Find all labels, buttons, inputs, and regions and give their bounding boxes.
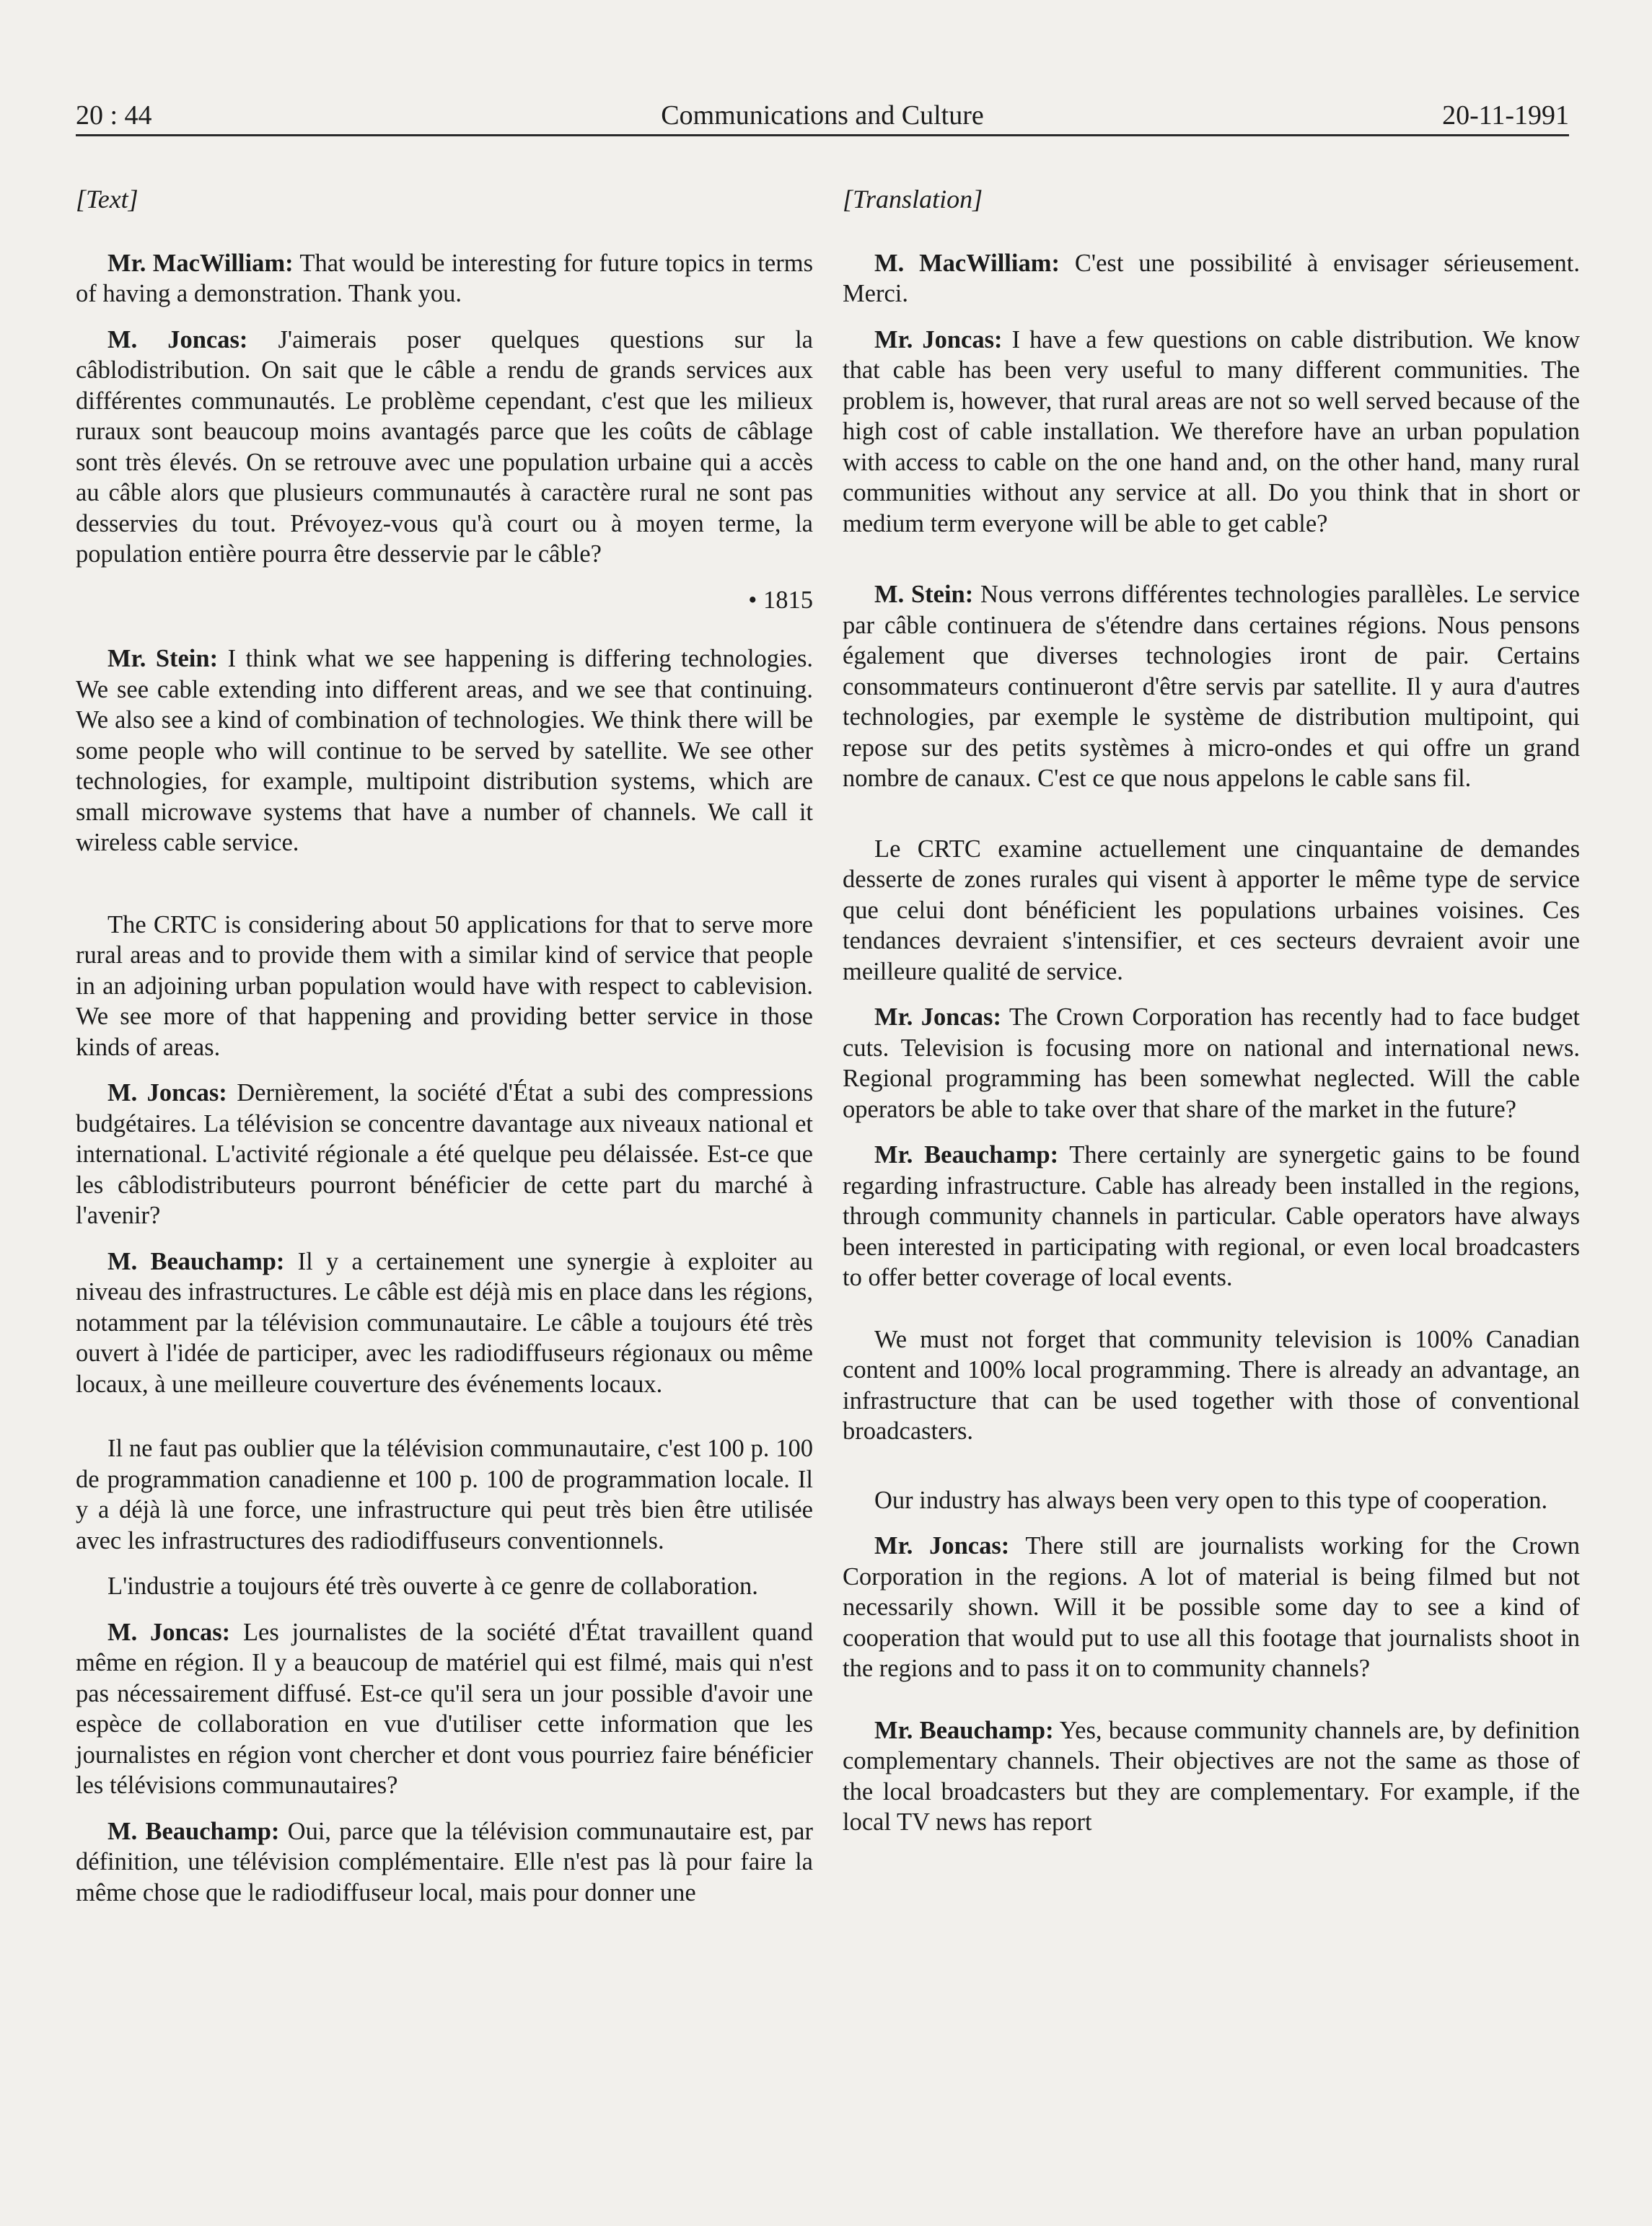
speech-text: Les journalistes de la société d'État travaillent quand même en région. Il y a beaucoup de matériel qui est filmé, mais qui n'est pas nécessairement diffusé. Est-ce qu'il sera un jour possible d'avoir une espèce de collaboration en vue d'utiliser cette information que les journalistes en région vont chercher et dont vous pourriez faire bénéficier les télévisions communautaires?: [76, 1618, 813, 1799]
running-title: Communications and Culture: [661, 100, 984, 131]
paragraph: Le CRTC examine actuellement une cinquantaine de demandes desserte de zones rurales qui visent à apporter le même type de service que celui dont bénéficient les populations urbaines voisines. Ces tendances devraient s'intensifier, et ces secteurs devraient avoir une meilleure qualité de service.: [843, 835, 1580, 985]
page-number: 20 : 44: [76, 100, 152, 131]
text-tag: [Text]: [76, 185, 139, 214]
speaker-name: M. Joncas:: [107, 1618, 231, 1646]
speech-text: I think what we see happening is differing technologies. We see cable extending into different areas, and we see that continuing. We also see a kind of combination of technologies. We think there will be some people who will continue to be served by satellite. We see other technologies, for example, multipoint distribution systems, which are small microwave systems that have a number of channels. We call it wireless cable service.: [76, 645, 813, 856]
paragraph: [843, 248, 1580, 309]
translation-tag: [Translation]: [843, 185, 983, 214]
paragraph: [76, 325, 813, 570]
speech-text: There certainly are synergetic gains to be found regarding infrastructure. Cable has already been installed in the regions, through community channels in particular. Cable operators have always been interested in participating with regional, or even local broadcasters to offer better coverage of local events.: [843, 1141, 1580, 1291]
paragraph: [843, 325, 1580, 540]
paragraph: L'industrie a toujours été très ouverte à ce genre de collaboration.: [107, 1572, 758, 1600]
speech-text: The Crown Corporation has recently had to face budget cuts. Television is focusing more on national and international news. Regional programming has been somewhat neglected. Will the cable operators be able to take over that share of the market in the future?: [843, 1003, 1580, 1123]
paragraph: The CRTC is considering about 50 applications for that to serve more rural areas and to provide them with a similar kind of service that people in an adjoining urban population would have with respect to cablevision. We see more of that happening and providing better service in those kinds of areas.: [76, 910, 813, 1061]
paragraph: [843, 1002, 1580, 1125]
paragraph: [76, 643, 813, 858]
paragraph: [76, 1246, 813, 1400]
paragraph: [76, 248, 813, 309]
paragraph: Our industry has always been very open to this type of cooperation.: [874, 1486, 1548, 1514]
speaker-name: M. Beauchamp:: [107, 1817, 280, 1845]
paragraph: Il ne faut pas oublier que la télévision communautaire, c'est 100 p. 100 de programmation canadienne et 100 p. 100 de programmation locale. Il y a déjà là une force, une infrastructure qui peut très bien être utilisée avec les infrastructures des radiodiffuseurs conventionnels.: [76, 1435, 813, 1554]
paragraph: [76, 1816, 813, 1909]
speech-text: Nous verrons différentes technologies parallèles. Le service par câble continuera de s'étendre dans certaines régions. Nous pensons également que diverses technologies iront de pair. Certains consommateurs continueront d'être servis par satellite. Il y aura d'autres technologies, par exemple le système de distribution multipoint, qui repose sur des petits systèmes à micro-ondes et qui offre un grand nombre de canaux. C'est ce que nous appelons le cable sans fil.: [843, 581, 1580, 792]
speaker-name: M. Beauchamp:: [107, 1247, 285, 1275]
paragraph: [843, 579, 1580, 794]
paragraph: We must not forget that community television is 100% Canadian content and 100% local programming. There is already an advantage, an infrastructure that can be used together with those of conventional broadcasters.: [843, 1325, 1580, 1445]
left-column-text: [76, 184, 813, 1923]
speaker-name: Mr. Stein:: [107, 645, 219, 672]
speech-text: Il y a certainement une synergie à exploiter au niveau des infrastructures. Le câble est déjà mis en place dans les régions, notamment par la télévision communautaire. Le câble a toujours été très ouvert à l'idée de participer, avec les radiodiffuseurs régionaux ou même locaux, à une meilleure couverture des événements locaux.: [76, 1247, 813, 1398]
paragraph: [843, 1531, 1580, 1684]
speaker-name: M. Stein:: [874, 581, 974, 608]
right-column-translation: [843, 184, 1580, 1853]
speech-text: C'est une possibilité à envisager sérieusement. Merci.: [843, 249, 1580, 307]
header-date: 20-11-1991: [1442, 100, 1569, 131]
speech-text: There still are journalists working for the Crown Corporation in the regions. A lot of material is being filmed but not necessarily shown. Will it be possible some day to see a kind of cooperation that would put to use all this footage that journalists shoot in the regions and to pass it on to community channels?: [843, 1532, 1580, 1682]
speaker-name: Mr. Beauchamp:: [874, 1141, 1059, 1169]
speech-text: Yes, because community channels are, by definition complementary channels. Their objectives are not the same as those of the local broadcasters but they are complementary. For example, if the local TV news has report: [843, 1716, 1580, 1836]
page-header: [76, 92, 1569, 136]
speech-text: I have a few questions on cable distribution. We know that cable has been very useful to many different communities. The problem is, however, that rural areas are not so well served because of the high cost of cable installation. We therefore have an urban population with access to cable on the one hand and, on the other hand, many rural communities without any service at all. Do you think that in short or medium term everyone will be able to get cable?: [843, 325, 1581, 537]
speaker-name: Mr. Joncas:: [874, 1003, 1001, 1031]
speaker-name: M. MacWilliam:: [874, 249, 1060, 277]
speaker-name: Mr. Joncas:: [874, 1532, 1010, 1559]
paragraph: [76, 1078, 813, 1231]
time-stamp: • 1815: [748, 586, 813, 614]
speech-text: Oui, parce que la télévision communautaire est, par définition, une télévision complémentaire. Elle n'est pas là pour faire la même chose que le radiodiffuseur local, mais pour donner une: [76, 1817, 813, 1906]
speech-text: That would be interesting for future topics in terms of having a demonstration. Thank you.: [76, 249, 813, 307]
speech-text: J'aimerais poser quelques questions sur la câblodistribution. On sait que le câble a rendu de grands services aux différentes communautés. Le problème cependant, c'est que les milieux ruraux sont beaucoup moins avantagés parce que les coûts de câblage sont très élevés. On se retrouve avec une population urbaine qui a accès au câble alors que plusieurs communautés à caractère rural ne sont pas desservies du tout. Prévoyez-vous qu'à court ou à moyen terme, la population entière pourra être desservie par le câble?: [76, 325, 813, 568]
speaker-name: Mr. MacWilliam:: [107, 249, 294, 277]
speaker-name: Mr. Beauchamp:: [874, 1716, 1054, 1744]
speaker-name: M. Joncas:: [107, 1079, 227, 1107]
speaker-name: M. Joncas:: [107, 325, 248, 353]
paragraph: [843, 1715, 1580, 1838]
speech-text: Dernièrement, la société d'État a subi des compressions budgétaires. La télévision se concentre davantage aux niveaux national et international. L'activité régionale a été quelque peu délaissée. Est-ce que les câblodistributeurs pourront bénéficier de cette part du marché à l'avenir?: [76, 1079, 814, 1229]
paragraph: [843, 1140, 1580, 1293]
speaker-name: Mr. Joncas:: [874, 325, 1003, 353]
paragraph: [76, 1617, 813, 1801]
